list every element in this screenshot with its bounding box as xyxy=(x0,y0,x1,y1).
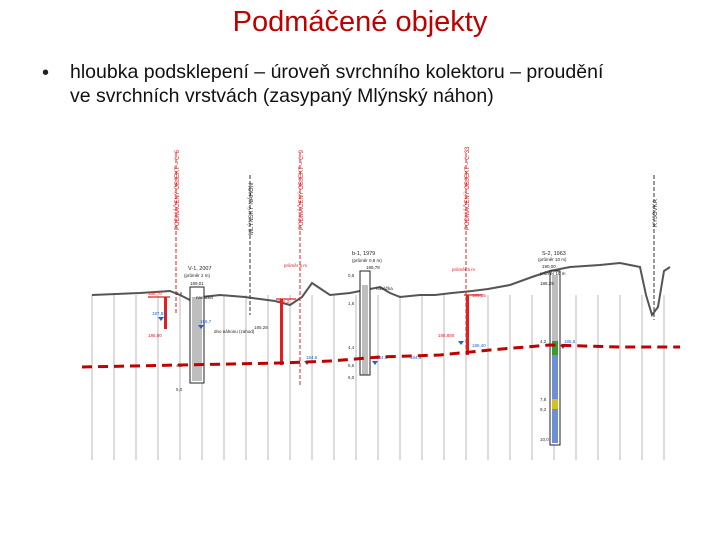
borehole-v1-name: V-1, 2007 xyxy=(188,266,212,272)
annotation-3: 186,7 xyxy=(200,319,212,324)
borehole-s2-diam: (průměr 10 m) xyxy=(538,257,567,262)
note-1: navážka xyxy=(196,295,213,300)
note-5: průměr 5 m xyxy=(452,267,476,272)
bullet-line-2: ve svrchních vrstvách (zasypaný Mlýnský náhon) xyxy=(70,85,494,107)
annotation-8: 184,5 xyxy=(376,355,388,360)
annotation-6: 185,28 xyxy=(254,325,268,330)
annotation-9: 185,880 xyxy=(438,333,455,338)
borehole-v1-depth-1: 0,9 xyxy=(176,291,183,296)
borehole-s2-depth-3: 9,2 xyxy=(540,407,547,412)
label-kyjovka: KYJOVKA xyxy=(653,199,659,227)
annotation-13: 188,29 xyxy=(540,281,554,286)
borehole-s2-depth-4: 10,0 xyxy=(540,437,549,442)
borehole-b1-diam: (průměr 0,9 m) xyxy=(352,258,382,263)
bullet-marker: • xyxy=(42,62,50,84)
borehole-s2-top: 190,00 xyxy=(542,264,556,269)
note-6: průměr 10 m xyxy=(540,271,566,276)
annotation-7: 184,5 xyxy=(306,355,318,360)
label-object-9: PODMÁČENÝ OBJEKT – č. 9 xyxy=(299,150,305,230)
note-3: dno náhonu (zahod) xyxy=(214,329,255,334)
borehole-s2-depth-2: 7,8 xyxy=(540,397,547,402)
borehole-v1 xyxy=(176,266,212,392)
label-mill-race: MLÝNSKÝ NÁHON xyxy=(249,182,255,235)
geological-profile-diagram xyxy=(80,145,680,465)
annotation-11: 186,25 xyxy=(472,293,486,298)
annotation-2: 187,81 xyxy=(152,311,166,316)
borehole-b1 xyxy=(348,251,382,380)
borehole-b1-depth-5: 6,0 xyxy=(348,375,355,380)
annotation-14: 184,5 xyxy=(410,355,422,360)
annotation-5: 186,2 xyxy=(278,299,290,304)
label-object-6: PODMÁČENÝ OBJEKT – č. 6 xyxy=(175,150,181,230)
borehole-b1-top: 189,78 xyxy=(366,265,380,270)
annotation-12: 186,40 xyxy=(472,343,486,348)
annotation-1: 188,70 xyxy=(148,291,162,296)
slide-title: Podmáčené objekty xyxy=(232,6,488,38)
borehole-s2-depth-1: 4,2 xyxy=(540,339,547,344)
borehole-v1-diam: (průměr 2 m) xyxy=(184,273,211,278)
borehole-s2-name: S-2, 1963 xyxy=(542,251,566,257)
note-2: navážka xyxy=(376,286,393,291)
annotation-10: 185,5 xyxy=(564,339,576,344)
borehole-v1-top: 189,01 xyxy=(190,281,204,286)
grid-lines xyxy=(92,295,664,460)
borehole-v1-depth-2: 4,0 xyxy=(176,363,183,368)
borehole-b1-name: b-1, 1979 xyxy=(352,251,376,257)
borehole-b1-depth-3: 4,4 xyxy=(348,345,355,350)
bullet-line-1: hloubka podsklepení – úroveň svrchního kolektoru – proudění xyxy=(70,61,604,83)
borehole-b1-depth-2: 1,6 xyxy=(348,301,355,306)
borehole-v1-depth-3: 5,0 xyxy=(176,387,183,392)
borehole-b1-depth-4: 5,6 xyxy=(348,363,355,368)
label-object-33: PODMÁČENÝ OBJEKT – č. 33 xyxy=(465,146,471,230)
borehole-b1-depth-1: 0,8 xyxy=(348,273,355,278)
annotation-4: 186,00 xyxy=(148,333,162,338)
bullet-text xyxy=(70,60,690,108)
note-4: průměr 5 m xyxy=(284,263,308,268)
